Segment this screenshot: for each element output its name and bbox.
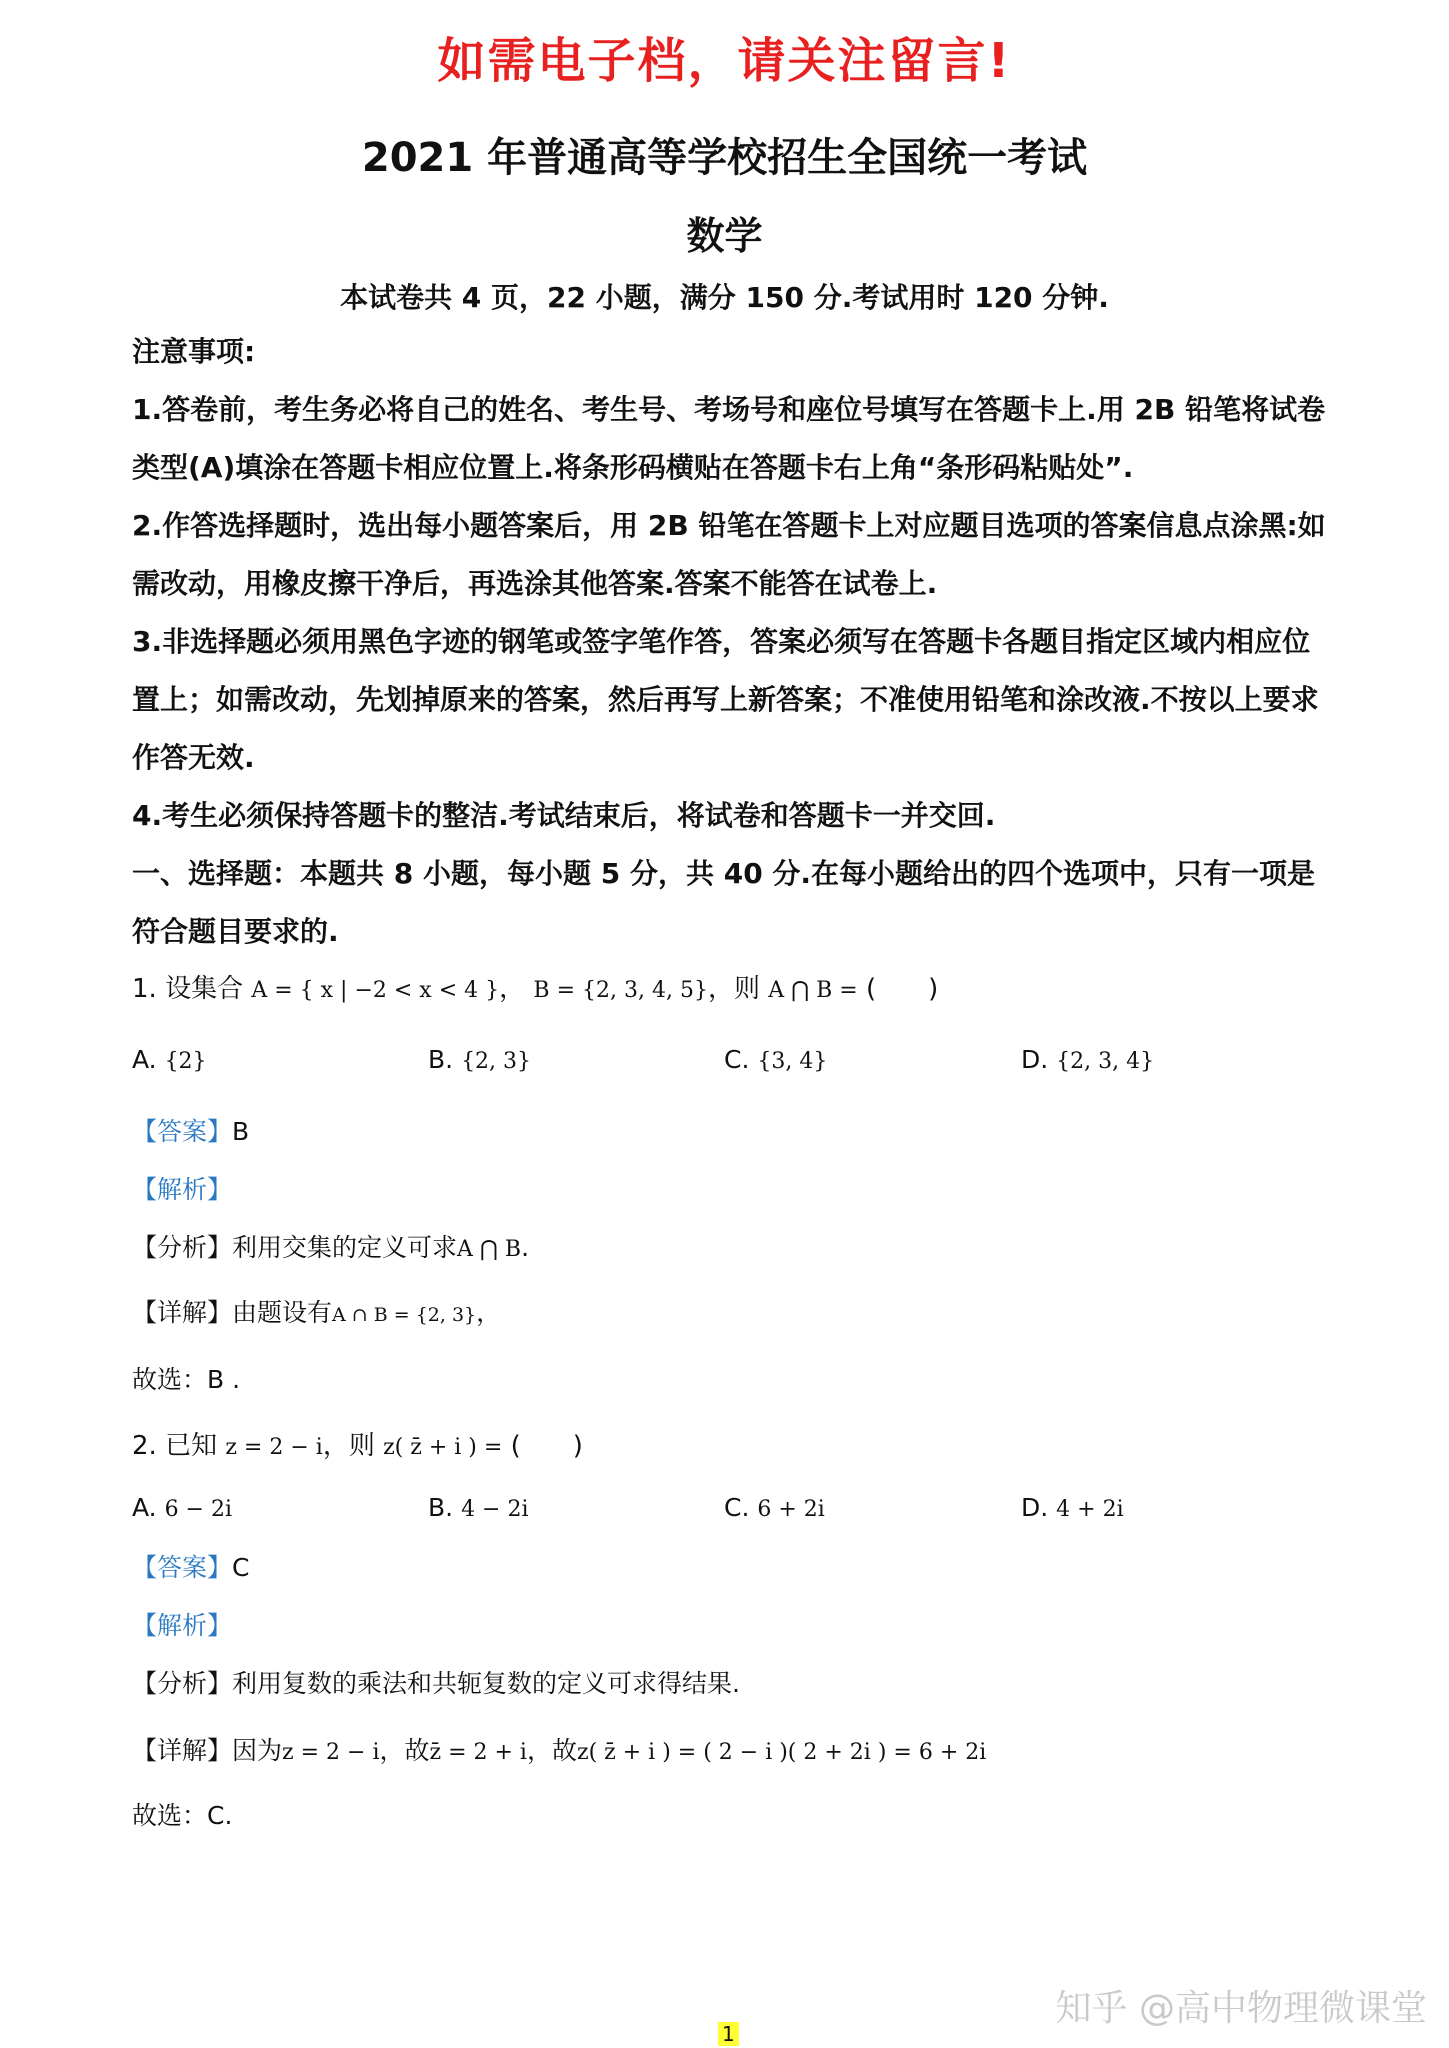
q2-answer xyxy=(132,1548,249,1584)
q2-fenxi: 【分析】利用复数的乘法和共轭复数的定义可求得结果. xyxy=(132,1669,740,1698)
q1-xiangjie: 【详解】由题设有A ∩ B = {2, 3}， xyxy=(132,1298,502,1327)
promo-banner: 如需电子档，请关注留言! xyxy=(437,33,1012,89)
q1-paren: ( ) xyxy=(866,974,939,1004)
q1-answer xyxy=(132,1112,249,1148)
exam-intro: 本试卷共 4 页，22 小题，满分 150 分.考试用时 120 分钟. xyxy=(340,281,1109,314)
question-2 xyxy=(132,1425,583,1462)
q2-answer-value: C xyxy=(232,1553,250,1582)
q2-option-a: A. 6 − 2i xyxy=(132,1493,233,1522)
q1-option-d: D. {2, 3, 4} xyxy=(1021,1045,1155,1074)
q2-analysis-tag: 【解析】 xyxy=(132,1611,233,1640)
zhihu-watermark: 知乎 @高中物理微课堂 xyxy=(1055,1988,1427,2029)
page-number: 1 xyxy=(718,2022,739,2046)
q2-option-c: C. 6 + 2i xyxy=(724,1493,825,1522)
q1-option-c: C. {3, 4} xyxy=(724,1045,828,1074)
question-1 xyxy=(132,968,938,1005)
q1-sep2: ，则 xyxy=(707,974,760,1004)
q2-option-b: B. 4 − 2i xyxy=(428,1493,529,1522)
q2-sep: ，则 xyxy=(322,1431,375,1461)
q1-analysis-tag: 【解析】 xyxy=(132,1175,233,1204)
subject-title: 数学 xyxy=(686,214,763,258)
note-2: 2.作答选择题时，选出每小题答案后，用 2B 铅笔在答题卡上对应题目选项的答案信息点涂黑:如需改动，用橡皮擦干净后，再选涂其他答案.答案不能答在试卷上. xyxy=(132,509,1326,600)
q2-label: 2. 已知 xyxy=(132,1431,218,1461)
note-4: 4.考生必须保持答题卡的整洁.考试结束后，将试卷和答题卡一并交回. xyxy=(132,799,996,832)
q1-set-a: A = { x | −2 < x < 4 } xyxy=(251,978,500,1003)
q1-option-b: B. {2, 3} xyxy=(428,1045,532,1074)
q1-sep1: ， xyxy=(499,974,526,1004)
q2-answer-tag: 【答案】 xyxy=(132,1553,233,1582)
q1-fenxi: 【分析】利用交集的定义可求A ⋂ B. xyxy=(132,1233,530,1262)
notice-heading: 注意事项: xyxy=(132,335,256,368)
q1-option-a: A. {2} xyxy=(132,1045,207,1074)
q1-set-b: B = {2, 3, 4, 5} xyxy=(533,978,708,1003)
exam-title: 2021 年普通高等学校招生全国统一考试 xyxy=(361,135,1088,181)
q1-answer-value: B xyxy=(232,1117,250,1146)
q2-option-d: D. 4 + 2i xyxy=(1021,1493,1124,1522)
q2-z-def: z = 2 − i xyxy=(225,1435,323,1460)
q1-choice: 故选：B . xyxy=(132,1365,241,1394)
q1-label: 1. 设集合 xyxy=(132,974,244,1004)
q1-answer-tag: 【答案】 xyxy=(132,1117,233,1146)
q2-paren: ( ) xyxy=(510,1431,583,1461)
q1-expr: A ⋂ B = xyxy=(768,978,858,1003)
q2-xiangjie: 【详解】因为z = 2 − i，故z̄ = 2 + i，故z( z̄ + i ) = ( 2 − i )( 2 + 2i ) = 6 + 2i xyxy=(132,1736,987,1765)
q2-choice: 故选：C. xyxy=(132,1801,233,1830)
q2-expr: z( z̄ + i ) = xyxy=(383,1435,503,1460)
note-3: 3.非选择题必须用黑色字迹的钢笔或签字笔作答，答案必须写在答题卡各题目指定区域内相应位置上；如需改动，先划掉原来的答案，然后再写上新答案；不准使用铅笔和涂改液.不按以上要求作答无效. xyxy=(132,625,1319,774)
section-heading: 一、选择题：本题共 8 小题，每小题 5 分，共 40 分.在每小题给出的四个选项中，只有一项是符合题目要求的. xyxy=(132,857,1316,948)
note-1: 1.答卷前，考生务必将自己的姓名、考生号、考场号和座位号填写在答题卡上.用 2B 铅笔将试卷类型(A)填涂在答题卡相应位置上.将条形码横贴在答题卡右上角“条形码粘贴处”. xyxy=(132,393,1326,484)
